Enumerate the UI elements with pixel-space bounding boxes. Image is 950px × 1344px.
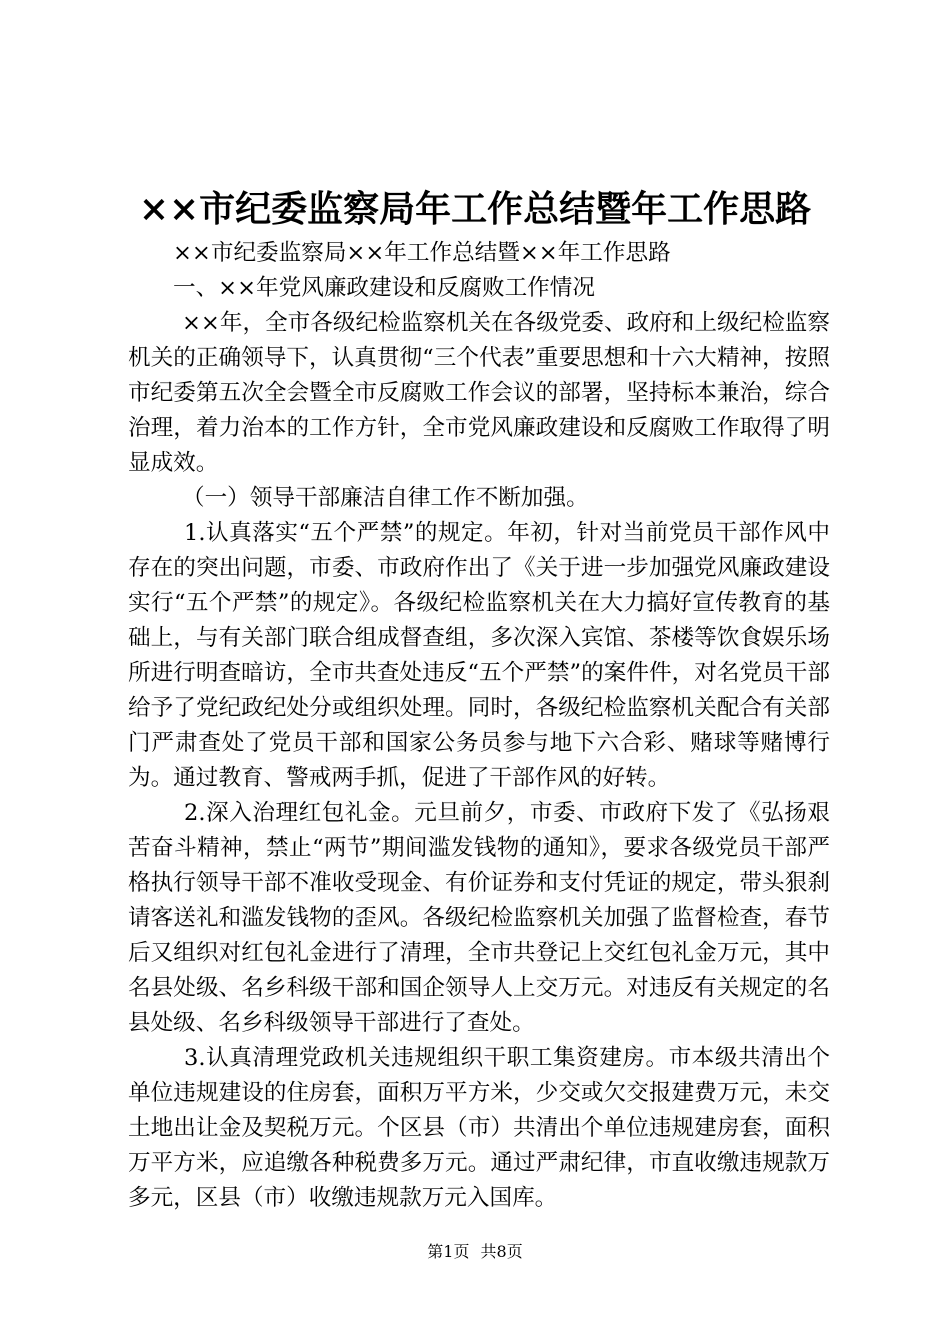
body-paragraph: ××年，全市各级纪检监察机关在各级党委、政府和上级纪检监察机关的正确领导下，认真贯彻“三个代表”重要思想和十六大精神，按照市纪委第五次全会暨全市反腐败工作会议的部署，坚持标本兼治，综合治理，着力治本的工作方针，全市党风廉政建设和反腐败工作取得了明显成效。 [128, 310, 830, 476]
page-total: 共8页 [480, 1242, 523, 1261]
section-heading: 一、××年党风廉政建设和反腐败工作情况 [173, 275, 595, 301]
page-footer [0, 1240, 950, 1264]
document-body [128, 236, 830, 1216]
body-paragraph: 1.认真落实“五个严禁”的规定。年初，针对当前党员干部作风中存在的突出问题，市委、市政府作出了《关于进一步加强党风廉政建设实行“五个严禁”的规定》。各级纪检监察机关在大力搞好宣传教育的基础上，与有关部门联合组成督查组，多次深入宾馆、茶楼等饮食娱乐场所进行明查暗访，全市共查处违反“五个严禁”的案件件，对名党员干部给予了党纪政纪处分或组织处理。同时，各级纪检监察机关配合有关部门严肃查处了党员干部和国家公务员参与地下六合彩、赌球等赌博行为。通过教育、警戒两手抓，促进了干部作风的好转。 [128, 520, 830, 791]
document-title: ××市纪委监察局年工作总结暨年工作思路 [138, 188, 812, 230]
subsection-heading: （一）领导干部廉洁自律工作不断加强。 [182, 485, 589, 511]
subtitle-paragraph: ××市纪委监察局××年工作总结暨××年工作思路 [173, 240, 671, 266]
page-number: 第1页 [427, 1242, 470, 1261]
body-paragraph: 2.深入治理红包礼金。元旦前夕，市委、市政府下发了《弘扬艰苦奋斗精神，禁止“两节”期间滥发钱物的通知》，要求各级党员干部严格执行领导干部不准收受现金、有价证券和支付凭证的规定，带头狠刹请客送礼和滥发钱物的歪风。各级纪检监察机关加强了监督检查，春节后又组织对红包礼金进行了清理，全市共登记上交红包礼金万元，其中名县处级、名乡科级干部和国企领导人上交万元。对违反有关规定的名县处级、名乡科级领导干部进行了查处。 [128, 800, 830, 1036]
body-paragraph: 3.认真清理党政机关违规组织干职工集资建房。市本级共清出个单位违规建设的住房套，面积万平方米，少交或欠交报建费万元，未交土地出让金及契税万元。个区县（市）共清出个单位违规建房套，面积万平方米，应追缴各种税费多万元。通过严肃纪律，市直收缴违规款万多元，区县（市）收缴违规款万元入国库。 [128, 1045, 830, 1211]
